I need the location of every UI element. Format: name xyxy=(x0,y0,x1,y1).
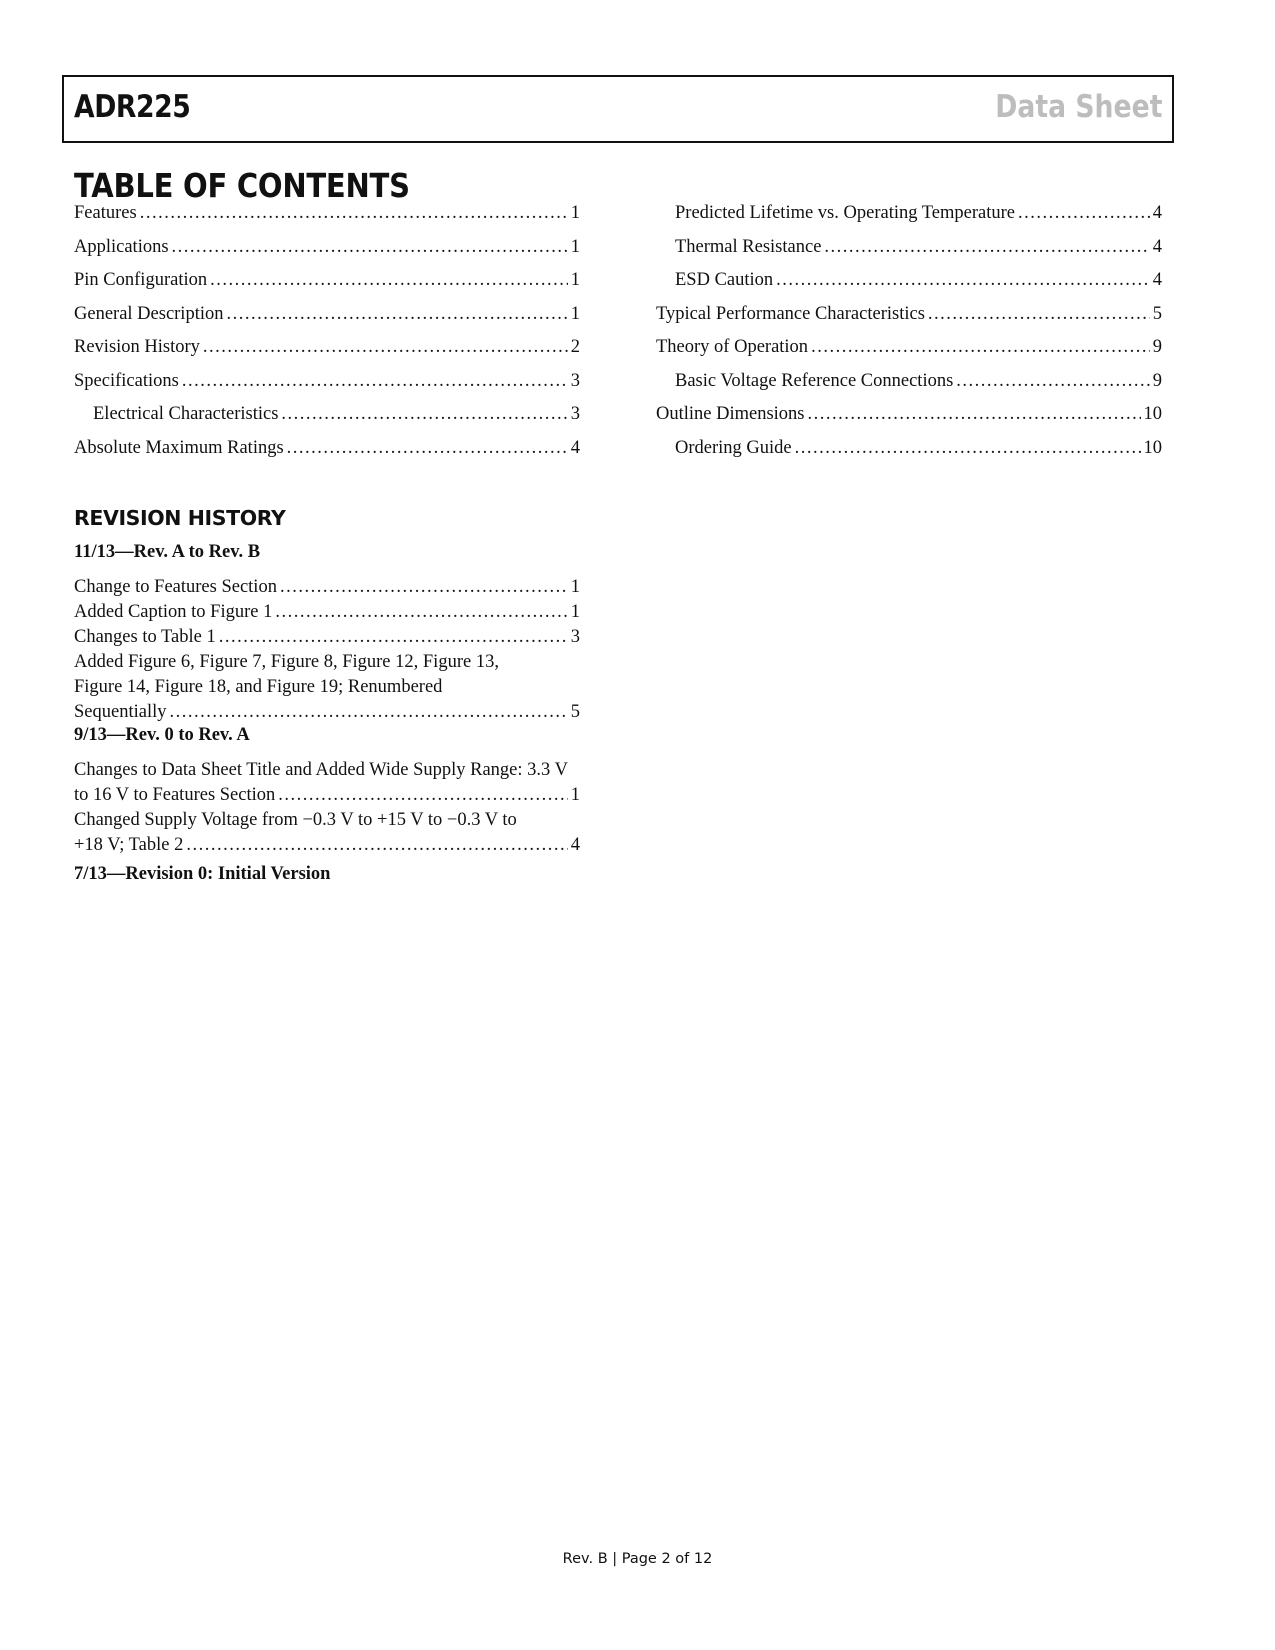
toc-leader xyxy=(182,371,568,392)
toc-leader xyxy=(172,237,568,258)
part-number: ADR225 xyxy=(74,89,191,125)
revision-line xyxy=(74,833,580,858)
toc-leader xyxy=(956,371,1149,392)
toc-entry-label: General Description xyxy=(74,303,224,324)
toc-leader xyxy=(281,404,567,425)
revision-leader xyxy=(219,625,568,650)
revision-line-label: +18 V; Table 2 xyxy=(74,835,184,855)
toc-entry-label: Features xyxy=(74,203,137,223)
toc-entry-label: Predicted Lifetime vs. Operating Temperature xyxy=(675,203,1015,223)
revision-leader xyxy=(186,833,567,858)
toc-entry-label: Pin Configuration xyxy=(74,270,208,290)
toc-entry-page: 1 xyxy=(570,270,580,290)
revision-text: Changes to Data Sheet Title and Added Wide Supply Range: 3.3 V xyxy=(74,760,568,780)
toc-leader xyxy=(811,337,1150,358)
revision-line-page: 5 xyxy=(570,702,580,722)
toc-entry-page: 10 xyxy=(1143,404,1162,424)
toc-entry[interactable] xyxy=(74,404,580,438)
toc-entry-label: ESD Caution xyxy=(675,270,774,290)
revision-line xyxy=(74,575,580,600)
toc-entry-label: Typical Performance Characteristics xyxy=(656,303,925,324)
revision-heading: 7/13—Revision 0: Initial Version xyxy=(74,864,331,884)
toc-entry-page: 4 xyxy=(1152,236,1162,257)
toc-entry-page: 1 xyxy=(570,236,580,257)
toc-entry-page: 9 xyxy=(1152,337,1162,357)
toc-leader xyxy=(1018,203,1150,224)
toc-entry[interactable] xyxy=(74,203,580,237)
toc-entry-page: 10 xyxy=(1143,437,1162,458)
page-footer: Rev. B | Page 2 of 12 xyxy=(562,1551,713,1567)
revision-text: Figure 14, Figure 18, and Figure 19; Renumbered xyxy=(74,677,443,697)
toc-leader xyxy=(210,270,568,291)
toc-entry-label: Basic Voltage Reference Connections xyxy=(675,370,954,391)
toc-entry-page: 5 xyxy=(1152,303,1162,324)
toc-entry[interactable] xyxy=(656,304,1162,338)
toc-leader xyxy=(287,438,568,459)
toc-entry[interactable] xyxy=(656,203,1162,237)
toc-leader xyxy=(776,270,1150,291)
revision-line-label: to 16 V to Features Section xyxy=(74,785,276,805)
toc-entry[interactable] xyxy=(656,270,1162,304)
toc-entry-label: Theory of Operation xyxy=(656,337,809,357)
toc-entry-page: 3 xyxy=(570,370,580,391)
toc-entry[interactable] xyxy=(656,237,1162,271)
toc-entry-page: 1 xyxy=(570,303,580,324)
revision-text: Changed Supply Voltage from −0.3 V to +15 V to −0.3 V to xyxy=(74,810,517,830)
revision-heading: 9/13—Rev. 0 to Rev. A xyxy=(74,725,250,745)
doc-type-label: Data Sheet xyxy=(994,89,1162,125)
toc-entry-page: 2 xyxy=(570,337,580,357)
toc-entry[interactable] xyxy=(74,304,580,338)
revision-line-label: Changes to Table 1 xyxy=(74,627,216,647)
revision-line-page: 1 xyxy=(570,602,580,622)
revision-line-label: Added Caption to Figure 1 xyxy=(74,602,273,622)
toc-column-right xyxy=(656,203,1162,471)
revision-rev-a xyxy=(74,719,580,858)
toc-column-left xyxy=(74,203,580,471)
toc-leader xyxy=(824,237,1149,258)
toc-entry[interactable] xyxy=(74,237,580,271)
toc-entry-page: 4 xyxy=(1152,270,1162,290)
toc-leader xyxy=(928,304,1150,325)
revision-heading: 11/13—Rev. A to Rev. B xyxy=(74,542,261,562)
toc-entry-label: Applications xyxy=(74,236,169,257)
toc-entry-page: 1 xyxy=(570,203,580,223)
toc-leader xyxy=(795,438,1141,459)
toc-entry-label: Outline Dimensions xyxy=(656,404,805,424)
toc-entry-page: 4 xyxy=(570,437,580,458)
toc-entry-label: Electrical Characteristics xyxy=(93,404,279,424)
toc-leader xyxy=(140,203,568,224)
revision-leader xyxy=(278,783,567,808)
revision-line-page: 1 xyxy=(570,785,580,805)
toc-entry[interactable] xyxy=(74,438,580,472)
toc-entry-label: Ordering Guide xyxy=(675,437,792,458)
toc-entry[interactable] xyxy=(74,337,580,371)
revision-line-page: 3 xyxy=(570,627,580,647)
revision-line-page: 4 xyxy=(570,835,580,855)
toc-leader xyxy=(808,404,1141,425)
toc-entry-label: Revision History xyxy=(74,337,200,357)
toc-leader xyxy=(203,337,568,358)
toc-entry[interactable] xyxy=(656,337,1162,371)
toc-title: TABLE OF CONTENTS xyxy=(74,166,410,205)
toc-entry[interactable] xyxy=(74,270,580,304)
toc-entry-label: Absolute Maximum Ratings xyxy=(74,437,284,458)
revision-text: Added Figure 6, Figure 7, Figure 8, Figure 12, Figure 13, xyxy=(74,652,499,672)
revision-leader xyxy=(280,575,568,600)
revision-line xyxy=(74,625,580,650)
toc-entry-page: 3 xyxy=(570,404,580,424)
toc-entry-label: Thermal Resistance xyxy=(675,236,822,257)
revision-line-label: Sequentially xyxy=(74,702,167,722)
toc-entry-page: 4 xyxy=(1152,203,1162,223)
toc-entry-label: Specifications xyxy=(74,370,179,391)
revision-line-page: 1 xyxy=(570,577,580,597)
toc-entry[interactable] xyxy=(656,438,1162,472)
toc-leader xyxy=(226,304,567,325)
revision-line xyxy=(74,783,580,808)
revision-line-label: Change to Features Section xyxy=(74,577,277,597)
toc-entry-page: 9 xyxy=(1152,370,1162,391)
page-header xyxy=(62,75,1174,143)
revision-line xyxy=(74,600,580,625)
revision-rev-b xyxy=(74,536,580,725)
toc-entry[interactable] xyxy=(74,371,580,405)
revision-leader xyxy=(275,600,567,625)
toc-entry[interactable] xyxy=(656,371,1162,405)
revision-rev-0 xyxy=(74,858,580,891)
revision-history-title: REVISION HISTORY xyxy=(74,506,286,530)
toc-entry[interactable] xyxy=(656,404,1162,438)
